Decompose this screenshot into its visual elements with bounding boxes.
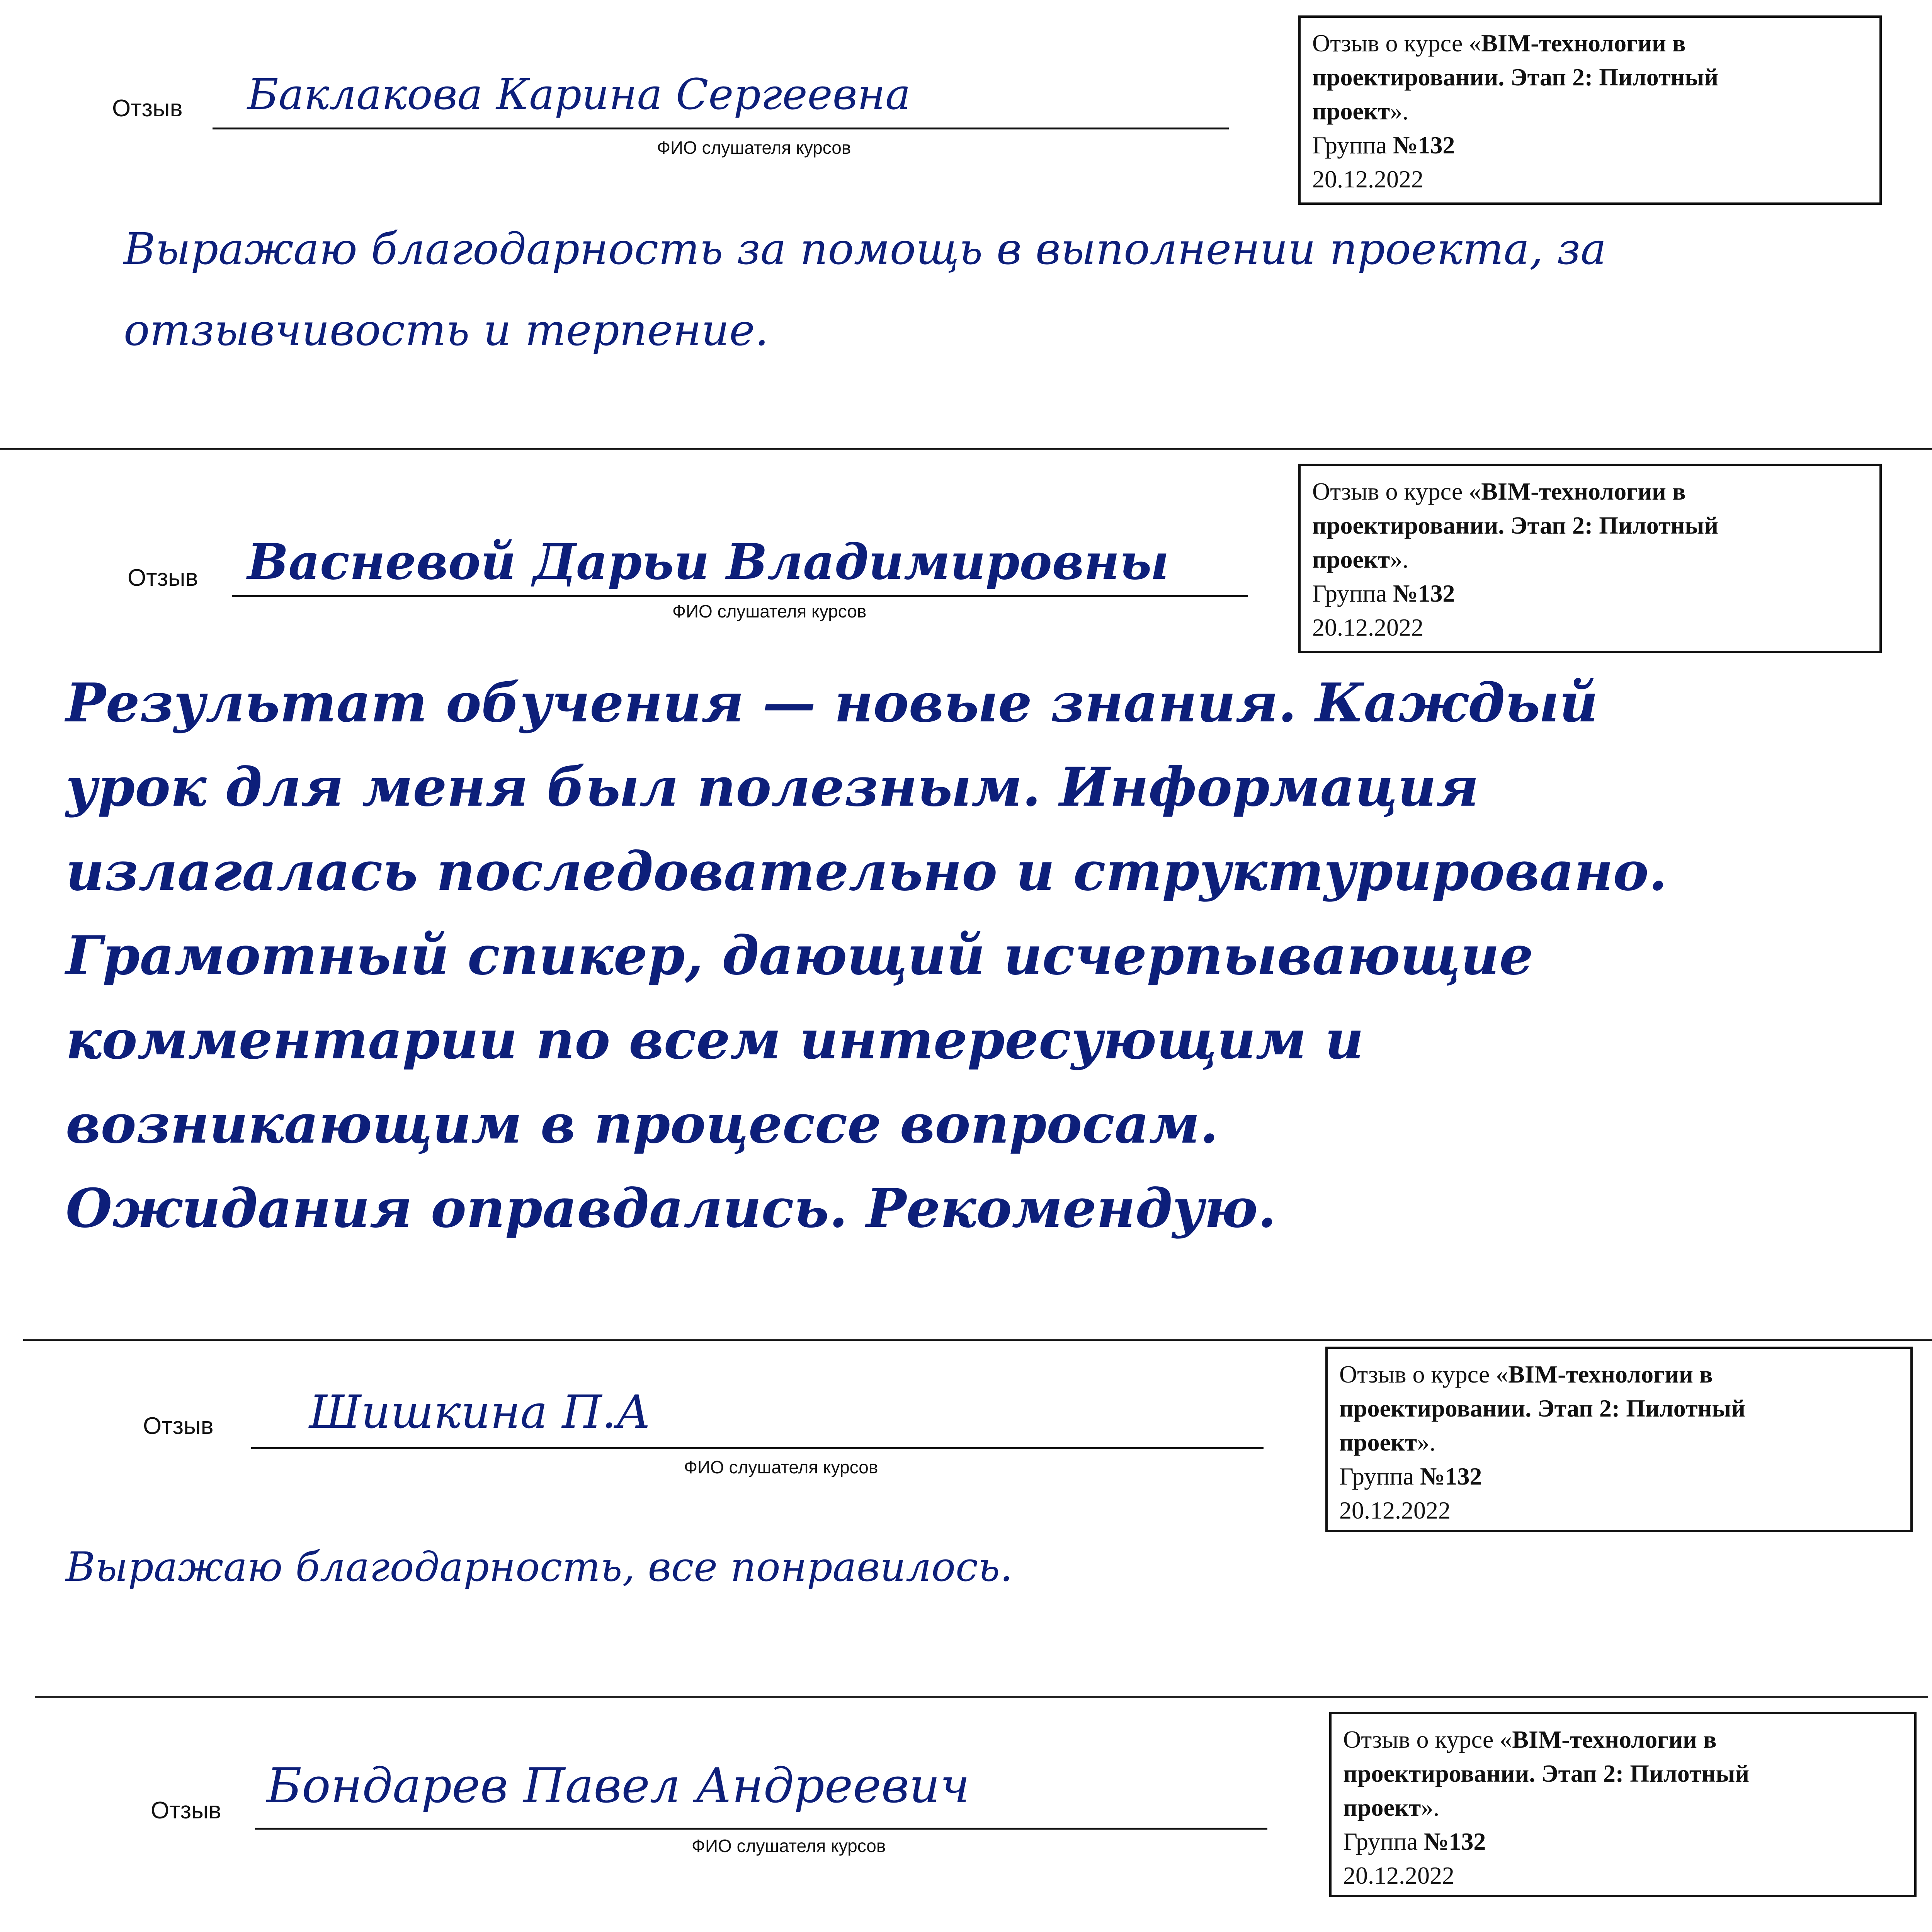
review-card-2 (0, 452, 1932, 1341)
cut-line (35, 1696, 1928, 1698)
name-underline (213, 128, 1229, 129)
name-caption: ФИО слушателя курсов (684, 1457, 878, 1477)
review-text-handwritten (135, 1928, 1913, 1932)
review-card-1 (0, 0, 1932, 450)
review-text-handwritten: Выражаю благодарность за помощь в выполнении проекта, за отзывчивость и терпение. (124, 224, 1607, 355)
review-text-handwritten: Выражаю благодарность, все понравилось. (66, 1543, 1013, 1590)
review-label: Отзыв (112, 95, 183, 122)
review-label: Отзыв (143, 1413, 214, 1439)
course-info-box: Отзыв о курсе «BIM-технологии в проектировании. Этап 2: Пилотный проект». Группа №132 20.12.2022 (1298, 464, 1882, 653)
review-label: Отзыв (151, 1797, 221, 1824)
student-name-handwritten: Бондарев Павел Андреевич (267, 1758, 970, 1814)
course-info-box: Отзыв о курсе «BIM-технологии в проектировании. Этап 2: Пилотный проект». Группа №132 20.12.2022 (1329, 1712, 1917, 1897)
review-card-3 (0, 1343, 1932, 1698)
student-name-handwritten: Васневой Дарьи Владимировны (247, 533, 1169, 590)
student-name-handwritten: Баклакова Карина Сергеевна (247, 70, 911, 119)
review-card-4 (0, 1700, 1932, 1932)
name-underline (251, 1447, 1264, 1449)
course-info-box: Отзыв о курсе «BIM-технологии в проектировании. Этап 2: Пилотный проект». Группа №132 20.12.2022 (1298, 15, 1882, 205)
review-label: Отзыв (128, 565, 198, 591)
name-underline (232, 595, 1248, 597)
cut-line (0, 448, 1932, 450)
name-caption: ФИО слушателя курсов (657, 138, 851, 158)
review-text-handwritten: Результат обучения — новые знания. Каждый урок для меня был полезным. Информация излагалась последовательно и структурировано. Грамотный спикер, дающий исчерпывающие комментарии по всем интересующим и возникающим в процессе вопросам. Ожидания оправдались. Рекомендую. (66, 671, 1667, 1240)
name-caption: ФИО слушателя курсов (692, 1836, 886, 1856)
name-underline (255, 1828, 1267, 1830)
student-name-handwritten: Шишкина П.А (309, 1385, 651, 1439)
cut-line (23, 1339, 1932, 1341)
name-caption: ФИО слушателя курсов (672, 601, 867, 621)
course-info-box: Отзыв о курсе «BIM-технологии в проектировании. Этап 2: Пилотный проект». Группа №132 20.12.2022 (1325, 1347, 1913, 1532)
